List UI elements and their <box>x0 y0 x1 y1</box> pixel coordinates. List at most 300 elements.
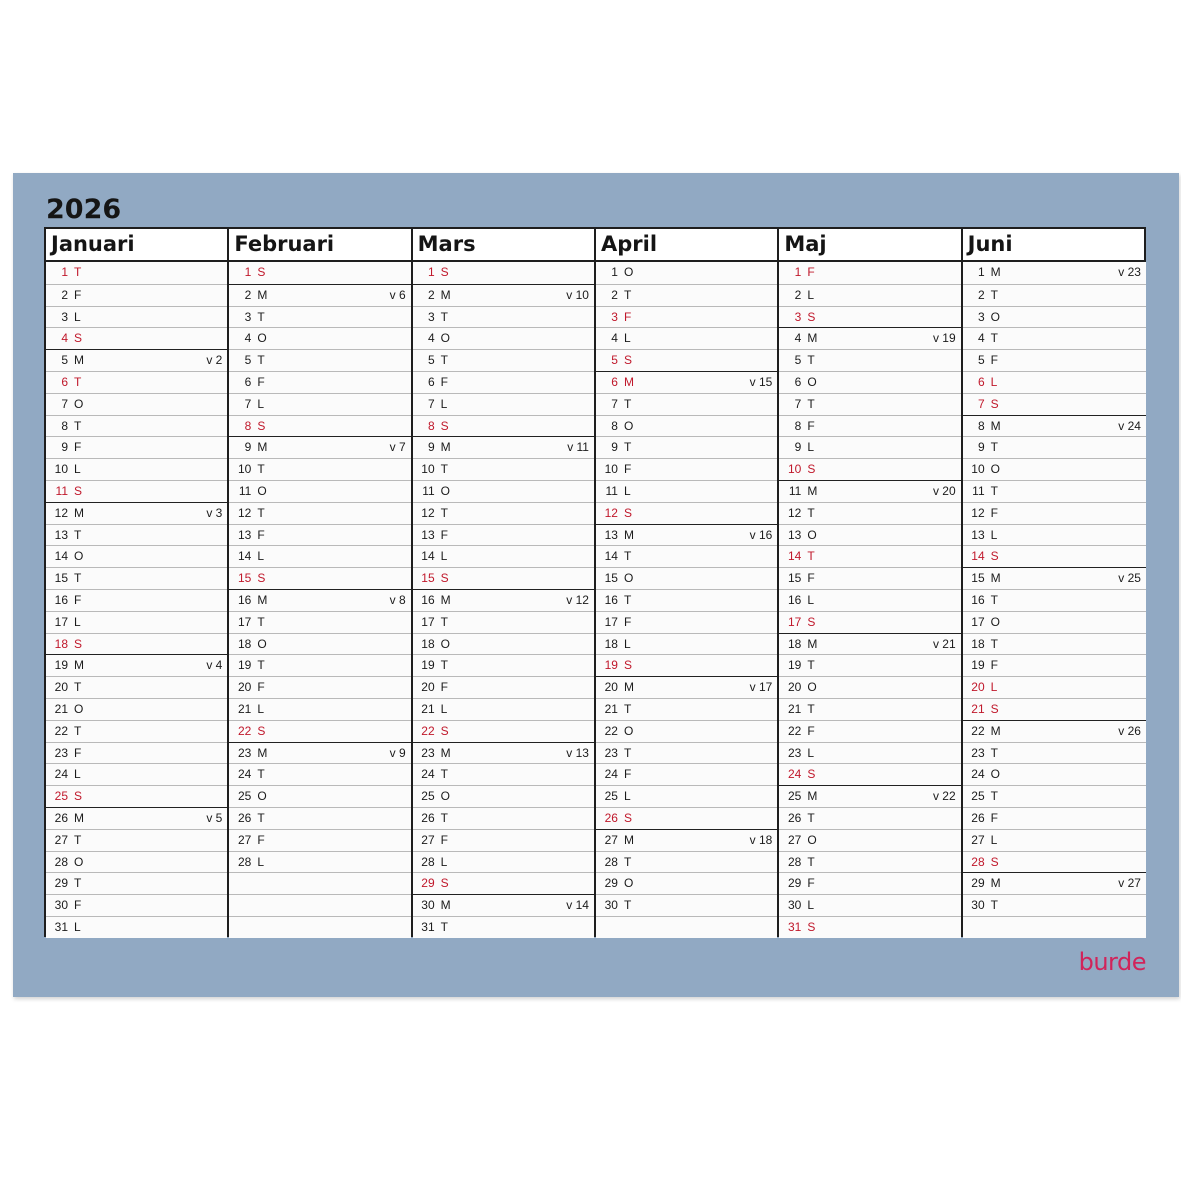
weekday-letter: T <box>440 505 448 520</box>
day-row <box>963 436 1146 458</box>
day-number: 25 <box>421 789 435 804</box>
day-number: 25 <box>787 789 802 804</box>
day-number: 8 <box>794 418 802 433</box>
day-number: 27 <box>237 832 252 847</box>
day-row <box>779 872 960 894</box>
day-row <box>46 611 227 633</box>
day-number: 6 <box>61 374 68 389</box>
weekday-letter: F <box>440 832 448 847</box>
day-row <box>963 589 1146 611</box>
day-number: 15 <box>54 571 68 586</box>
day-row <box>963 545 1146 567</box>
weekday-letter: T <box>257 309 265 324</box>
day-number: 27 <box>421 832 435 847</box>
day-number: 14 <box>787 549 802 564</box>
day-row <box>46 633 227 655</box>
day-row <box>229 807 410 829</box>
day-number: 11 <box>238 483 252 498</box>
month-name: Mars <box>413 229 594 262</box>
day-number: 28 <box>787 854 802 869</box>
weekday-letter: S <box>440 571 449 586</box>
weekday-letter: F <box>623 462 632 477</box>
day-number: 9 <box>427 440 435 455</box>
month-column-april <box>596 229 779 935</box>
empty-day-row <box>963 916 1146 938</box>
weekday-letter: O <box>807 832 817 847</box>
weekday-letter: M <box>440 745 451 760</box>
day-row <box>596 589 777 611</box>
day-row <box>413 262 594 284</box>
day-number: 16 <box>421 592 435 607</box>
day-number: 6 <box>794 374 802 389</box>
day-number: 1 <box>794 265 802 279</box>
day-row <box>779 545 960 567</box>
day-row <box>779 480 960 502</box>
day-row <box>963 371 1146 393</box>
weekday-letter: F <box>257 832 265 847</box>
day-number: 16 <box>237 592 252 607</box>
day-row <box>779 654 960 676</box>
day-number: 11 <box>55 483 68 498</box>
day-number: 3 <box>61 309 68 324</box>
weekday-letter: T <box>440 767 448 782</box>
empty-day-row <box>596 916 777 938</box>
weekday-letter: M <box>257 745 268 760</box>
day-number: 19 <box>604 658 618 673</box>
weekday-letter: L <box>74 309 81 324</box>
day-row <box>963 262 1146 284</box>
day-number: 26 <box>237 810 252 825</box>
weekday-letter: L <box>990 374 998 389</box>
day-number: 4 <box>611 331 618 346</box>
day-row <box>779 262 960 284</box>
day-number: 2 <box>794 287 802 302</box>
weekday-letter: S <box>623 353 632 368</box>
day-row <box>46 894 227 916</box>
weekday-letter: T <box>807 505 815 520</box>
weekday-letter: T <box>990 636 998 651</box>
month-name: Juni <box>963 229 1146 262</box>
day-row <box>779 524 960 546</box>
day-row <box>963 785 1146 807</box>
day-row <box>413 306 594 328</box>
weekday-letter: T <box>990 287 998 302</box>
day-number: 30 <box>54 898 68 913</box>
weekday-letter: S <box>990 396 999 411</box>
day-number: 13 <box>54 527 68 542</box>
weekday-letter: S <box>807 767 816 782</box>
weekday-letter: T <box>74 832 82 847</box>
day-row <box>413 763 594 785</box>
weekday-letter: F <box>74 440 82 455</box>
week-number: v 24 <box>1118 418 1141 433</box>
day-number: 29 <box>604 876 618 891</box>
day-row <box>46 349 227 371</box>
day-number: 13 <box>787 527 802 542</box>
day-row <box>596 894 777 916</box>
weekday-letter: O <box>623 418 634 433</box>
day-row <box>229 284 410 306</box>
weekday-letter: S <box>807 309 816 324</box>
day-row <box>413 676 594 698</box>
day-row <box>413 480 594 502</box>
day-number: 26 <box>421 810 435 825</box>
day-row <box>229 785 410 807</box>
day-number: 17 <box>971 614 985 629</box>
day-number: 18 <box>54 636 68 651</box>
day-number: 25 <box>54 789 68 804</box>
weekday-letter: F <box>807 571 815 586</box>
day-row <box>229 763 410 785</box>
weekday-letter: O <box>807 527 817 542</box>
day-number: 28 <box>971 854 985 869</box>
week-number: v 4 <box>206 658 223 673</box>
day-row <box>229 654 410 676</box>
weekday-letter: F <box>74 592 82 607</box>
day-number: 16 <box>54 592 68 607</box>
weekday-letter: O <box>440 789 450 804</box>
day-number: 25 <box>971 789 985 804</box>
weekday-letter: M <box>74 658 84 673</box>
week-number: v 15 <box>749 374 773 389</box>
day-number: 22 <box>787 723 802 738</box>
day-number: 30 <box>421 898 435 913</box>
weekday-letter: T <box>74 418 82 433</box>
day-row <box>413 589 594 611</box>
day-number: 29 <box>54 876 68 891</box>
day-number: 15 <box>604 571 618 586</box>
day-row <box>46 654 227 676</box>
day-number: 19 <box>421 658 435 673</box>
day-row <box>779 436 960 458</box>
day-row <box>46 851 227 873</box>
week-number: v 17 <box>749 680 773 695</box>
weekday-letter: S <box>440 265 449 279</box>
weekday-letter: T <box>74 723 82 738</box>
weekday-letter: O <box>74 549 84 564</box>
day-number: 13 <box>971 527 985 542</box>
weekday-letter: O <box>257 789 267 804</box>
day-number: 2 <box>977 287 985 302</box>
day-number: 13 <box>237 527 252 542</box>
day-number: 31 <box>787 919 802 934</box>
day-number: 11 <box>788 483 802 498</box>
weekday-letter: S <box>257 723 266 738</box>
day-number: 5 <box>794 353 802 368</box>
day-row <box>413 327 594 349</box>
day-number: 9 <box>61 440 68 455</box>
weekday-letter: M <box>74 810 84 825</box>
weekday-letter: L <box>440 701 448 716</box>
day-row <box>963 851 1146 873</box>
weekday-letter: F <box>807 265 815 279</box>
day-number: 14 <box>604 549 618 564</box>
day-number: 5 <box>977 353 985 368</box>
weekday-letter: T <box>440 462 448 477</box>
day-row <box>46 829 227 851</box>
day-row <box>413 742 594 764</box>
day-number: 26 <box>971 810 985 825</box>
day-number: 9 <box>244 440 252 455</box>
day-number: 23 <box>421 745 435 760</box>
weekday-letter: T <box>990 898 998 913</box>
day-row <box>46 545 227 567</box>
weekday-letter: S <box>74 789 83 804</box>
weekday-letter: T <box>440 658 448 673</box>
month-column-januari <box>46 229 229 935</box>
day-row <box>229 393 410 415</box>
weekday-letter: L <box>623 636 631 651</box>
day-row <box>963 327 1146 349</box>
weekday-letter: M <box>257 592 268 607</box>
weekday-letter: T <box>440 353 448 368</box>
day-row <box>46 306 227 328</box>
day-row <box>46 567 227 589</box>
weekday-letter: S <box>990 854 999 869</box>
day-number: 12 <box>971 505 985 520</box>
week-number: v 11 <box>567 440 589 455</box>
weekday-letter: T <box>623 440 632 455</box>
day-row <box>229 371 410 393</box>
day-row <box>596 742 777 764</box>
weekday-letter: M <box>990 571 1001 586</box>
week-number: v 14 <box>566 898 589 913</box>
day-number: 14 <box>421 549 435 564</box>
day-number: 21 <box>787 701 802 716</box>
day-row <box>229 502 410 524</box>
weekday-letter: F <box>623 767 632 782</box>
day-row <box>596 371 777 393</box>
week-number: v 9 <box>389 745 406 760</box>
day-number: 5 <box>611 353 618 368</box>
week-number: v 5 <box>206 810 223 825</box>
day-number: 5 <box>427 353 435 368</box>
day-number: 2 <box>244 287 252 302</box>
day-row <box>963 676 1146 698</box>
weekday-letter: T <box>990 331 998 346</box>
day-number: 13 <box>421 527 435 542</box>
day-number: 31 <box>54 919 68 934</box>
weekday-letter: S <box>623 810 632 825</box>
weekday-letter: O <box>440 483 450 498</box>
weekday-letter: F <box>990 353 998 368</box>
day-row <box>413 567 594 589</box>
day-number: 22 <box>421 723 435 738</box>
day-number: 21 <box>971 701 985 716</box>
weekday-letter: L <box>74 614 81 629</box>
day-row <box>596 633 777 655</box>
day-number: 26 <box>604 810 618 825</box>
weekday-letter: O <box>990 462 1000 477</box>
day-number: 14 <box>54 549 68 564</box>
day-row <box>229 306 410 328</box>
month-column-juni <box>963 229 1146 935</box>
day-row <box>413 916 594 938</box>
weekday-letter: M <box>990 723 1001 738</box>
day-number: 8 <box>61 418 68 433</box>
day-row <box>596 851 777 873</box>
week-number: v 27 <box>1118 876 1141 891</box>
day-row <box>229 567 410 589</box>
day-row <box>963 567 1146 589</box>
day-number: 7 <box>244 396 252 411</box>
day-row <box>779 327 960 349</box>
weekday-letter: T <box>74 680 82 695</box>
day-row <box>229 829 410 851</box>
day-row <box>963 284 1146 306</box>
day-row <box>596 436 777 458</box>
day-row <box>779 676 960 698</box>
day-number: 4 <box>794 331 802 346</box>
day-number: 8 <box>427 418 435 433</box>
day-row <box>46 872 227 894</box>
day-row <box>779 851 960 873</box>
weekday-letter: F <box>807 418 815 433</box>
weekday-letter: T <box>440 309 448 324</box>
day-number: 13 <box>604 527 618 542</box>
month-column-februari <box>229 229 412 935</box>
weekday-letter: F <box>807 723 815 738</box>
weekday-letter: O <box>74 854 84 869</box>
weekday-letter: L <box>440 396 448 411</box>
weekday-letter: O <box>990 309 1000 324</box>
brand-logo: burde <box>1078 948 1146 976</box>
day-row <box>596 480 777 502</box>
day-row <box>963 458 1146 480</box>
day-number: 17 <box>54 614 68 629</box>
day-row <box>596 611 777 633</box>
day-number: 10 <box>54 462 68 477</box>
day-row <box>46 415 227 437</box>
weekday-letter: M <box>990 876 1001 891</box>
month-column-maj <box>779 229 962 935</box>
day-row <box>779 458 960 480</box>
day-row <box>229 480 410 502</box>
day-number: 1 <box>611 265 618 279</box>
day-row <box>413 720 594 742</box>
weekday-letter: T <box>990 745 998 760</box>
weekday-letter: S <box>257 418 266 433</box>
day-row <box>229 611 410 633</box>
day-row <box>779 611 960 633</box>
week-number: v 26 <box>1118 723 1141 738</box>
day-number: 11 <box>972 483 985 498</box>
day-list <box>46 262 227 938</box>
day-number: 4 <box>977 331 985 346</box>
weekday-letter: F <box>257 374 265 389</box>
day-row <box>413 458 594 480</box>
day-row <box>596 785 777 807</box>
day-number: 7 <box>977 396 985 411</box>
weekday-letter: L <box>623 483 631 498</box>
day-row <box>779 698 960 720</box>
day-number: 10 <box>787 462 802 477</box>
month-name: Februari <box>229 229 410 262</box>
day-number: 22 <box>237 723 252 738</box>
day-number: 12 <box>237 505 252 520</box>
week-number: v 16 <box>749 527 773 542</box>
weekday-letter: T <box>623 549 632 564</box>
day-row <box>963 829 1146 851</box>
weekday-letter: T <box>807 353 815 368</box>
weekday-letter: M <box>257 287 268 302</box>
day-number: 22 <box>604 723 618 738</box>
weekday-letter: F <box>74 287 82 302</box>
day-number: 7 <box>61 396 68 411</box>
day-number: 25 <box>237 789 252 804</box>
day-row <box>46 916 227 938</box>
day-row <box>46 763 227 785</box>
day-number: 19 <box>54 658 68 673</box>
weekday-letter: M <box>807 789 818 804</box>
weekday-letter: S <box>257 265 266 279</box>
weekday-letter: L <box>807 745 814 760</box>
day-row <box>963 742 1146 764</box>
day-row <box>413 611 594 633</box>
weekday-letter: L <box>623 789 631 804</box>
day-number: 8 <box>611 418 618 433</box>
day-row <box>46 676 227 698</box>
day-number: 11 <box>605 483 618 498</box>
day-list <box>779 262 960 938</box>
day-number: 24 <box>971 767 985 782</box>
day-number: 5 <box>61 353 68 368</box>
day-row <box>413 371 594 393</box>
day-row <box>779 502 960 524</box>
day-number: 23 <box>971 745 985 760</box>
day-number: 12 <box>604 505 618 520</box>
weekday-letter: T <box>807 854 815 869</box>
day-number: 2 <box>427 287 435 302</box>
day-number: 4 <box>427 331 435 346</box>
week-number: v 19 <box>932 331 956 346</box>
day-row <box>963 807 1146 829</box>
day-number: 9 <box>977 440 985 455</box>
weekday-letter: S <box>440 876 449 891</box>
day-list <box>413 262 594 938</box>
weekday-letter: T <box>807 396 815 411</box>
day-number: 19 <box>971 658 985 673</box>
day-row <box>963 480 1146 502</box>
week-number: v 6 <box>389 287 406 302</box>
weekday-letter: M <box>623 527 634 542</box>
day-number: 3 <box>244 309 252 324</box>
weekday-letter: O <box>623 723 634 738</box>
day-number: 17 <box>787 614 802 629</box>
weekday-letter: S <box>623 658 632 673</box>
weekday-letter: M <box>807 636 818 651</box>
weekday-letter: T <box>257 505 265 520</box>
weekday-letter: T <box>807 658 815 673</box>
day-number: 16 <box>604 592 618 607</box>
weekday-letter: S <box>807 614 816 629</box>
day-row <box>413 654 594 676</box>
day-number: 27 <box>54 832 68 847</box>
day-number: 30 <box>604 898 618 913</box>
day-list <box>596 262 777 938</box>
day-number: 22 <box>54 723 68 738</box>
weekday-letter: T <box>74 571 82 586</box>
day-number: 19 <box>787 658 802 673</box>
weekday-letter: O <box>257 331 267 346</box>
weekday-letter: F <box>440 680 448 695</box>
weekday-letter: L <box>990 832 998 847</box>
weekday-letter: S <box>257 571 266 586</box>
day-number: 24 <box>421 767 435 782</box>
day-row <box>229 851 410 873</box>
day-row <box>229 458 410 480</box>
day-number: 1 <box>977 265 985 279</box>
